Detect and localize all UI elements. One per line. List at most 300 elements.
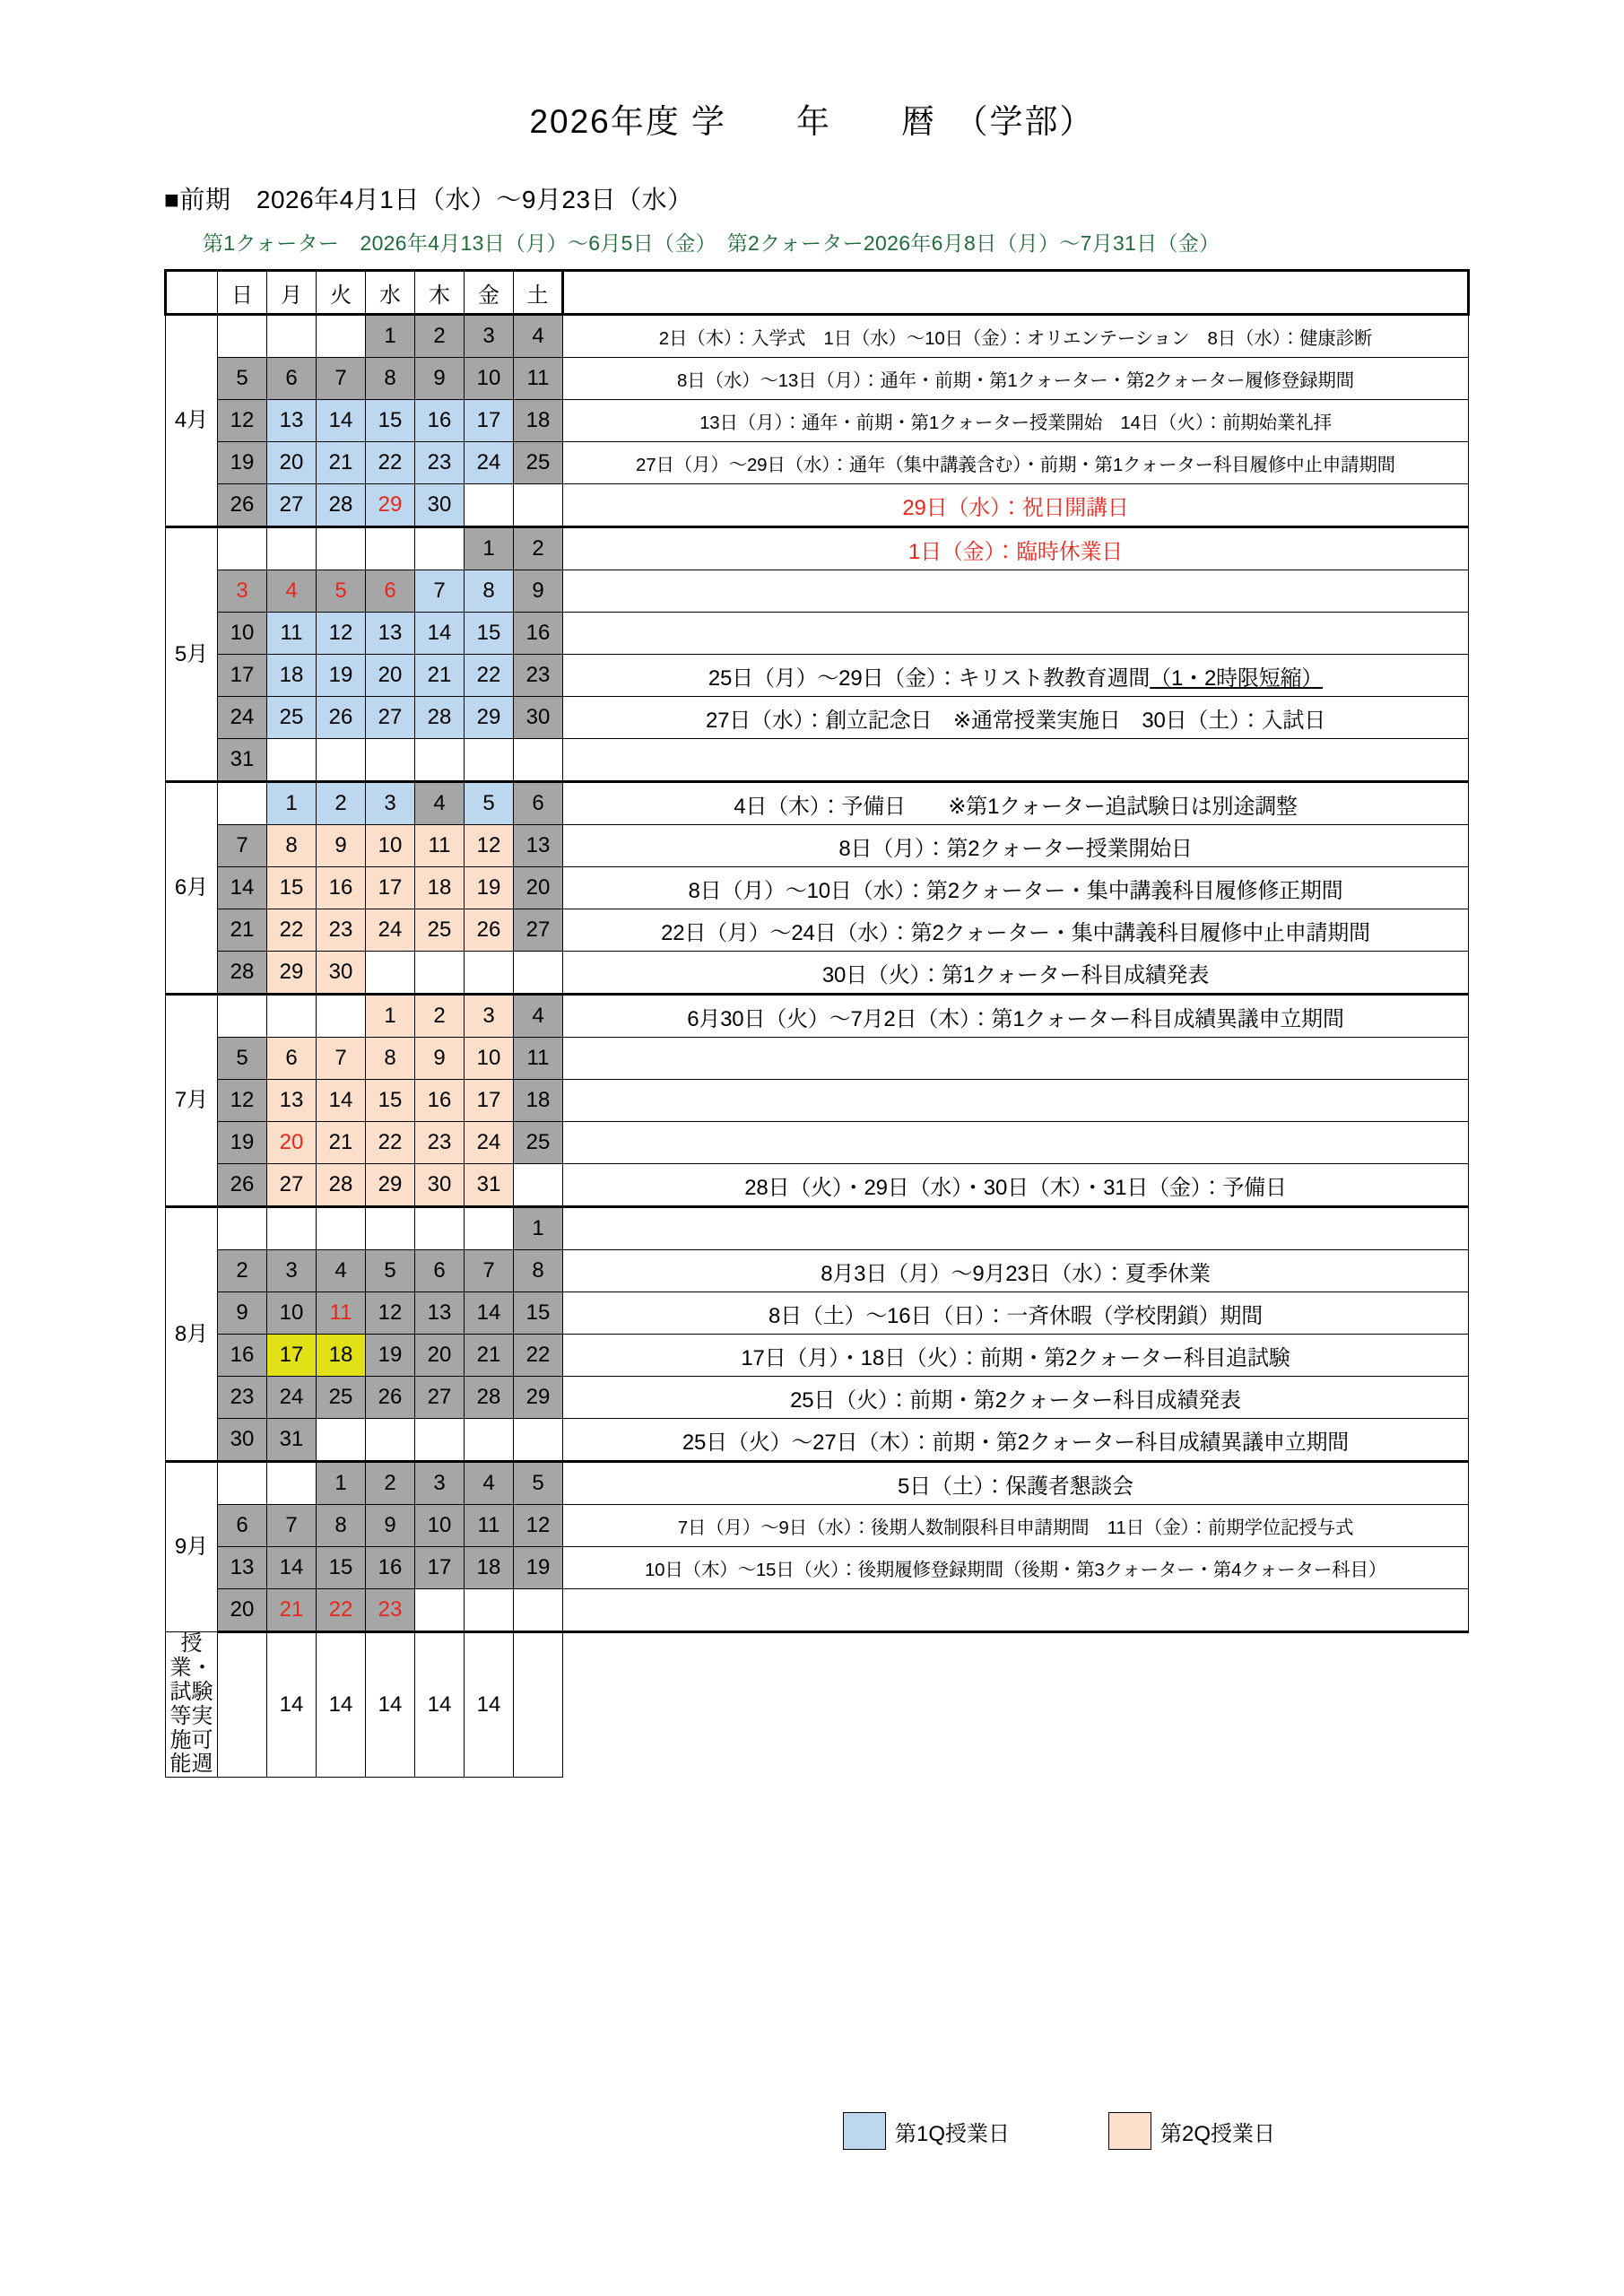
day-cell: 21 bbox=[317, 1122, 366, 1164]
day-cell: 18 bbox=[514, 1080, 563, 1122]
day-cell: 14 bbox=[465, 1292, 514, 1335]
note-cell bbox=[563, 1122, 1469, 1164]
table-row bbox=[166, 484, 1469, 527]
day-cell: 14 bbox=[415, 613, 465, 655]
day-cell: 3 bbox=[415, 1462, 465, 1505]
day-cell: 22 bbox=[366, 1122, 415, 1164]
note-cell: 4日（木）：予備日 ※第1クォーター追試験日は別途調整 bbox=[563, 782, 1469, 825]
day-cell: 17 bbox=[366, 867, 415, 909]
day-cell bbox=[317, 1419, 366, 1462]
day-cell: 20 bbox=[415, 1335, 465, 1377]
term-heading: ■前期 2026年4月1日（水）～9月23日（水） bbox=[164, 186, 693, 213]
day-cell: 15 bbox=[317, 1547, 366, 1589]
day-cell: 9 bbox=[366, 1505, 415, 1547]
day-cell: 16 bbox=[218, 1335, 267, 1377]
day-cell: 20 bbox=[218, 1589, 267, 1632]
day-cell: 24 bbox=[465, 1122, 514, 1164]
day-cell: 4 bbox=[465, 1462, 514, 1505]
day-cell: 31 bbox=[267, 1419, 317, 1462]
day-cell bbox=[514, 1589, 563, 1632]
day-cell: 1 bbox=[317, 1462, 366, 1505]
table-row bbox=[166, 1547, 1469, 1589]
day-cell bbox=[514, 1419, 563, 1462]
day-cell: 27 bbox=[366, 697, 415, 739]
day-cell bbox=[218, 782, 267, 825]
month-label-8: 8月 bbox=[166, 1207, 218, 1462]
day-cell: 1 bbox=[465, 527, 514, 570]
legend-label-q1: 第1Q授業日 bbox=[895, 2121, 1011, 2146]
table-row bbox=[166, 1292, 1469, 1335]
table-row bbox=[166, 697, 1469, 739]
day-cell bbox=[267, 315, 317, 358]
day-cell: 29 bbox=[465, 697, 514, 739]
day-cell: 15 bbox=[366, 1080, 415, 1122]
day-cell: 2 bbox=[415, 315, 465, 358]
weeks-available-blank bbox=[218, 1632, 267, 1778]
day-cell bbox=[366, 739, 415, 782]
day-cell: 15 bbox=[366, 400, 415, 442]
day-cell: 28 bbox=[317, 1164, 366, 1207]
day-cell bbox=[317, 995, 366, 1038]
day-cell bbox=[415, 1589, 465, 1632]
day-cell: 22 bbox=[366, 442, 415, 484]
day-cell: 28 bbox=[317, 484, 366, 527]
day-cell: 13 bbox=[218, 1547, 267, 1589]
day-cell: 1 bbox=[267, 782, 317, 825]
day-cell: 9 bbox=[415, 358, 465, 400]
day-cell: 19 bbox=[465, 867, 514, 909]
day-cell: 6 bbox=[267, 1038, 317, 1080]
note-cell: 13日（月）：通年・前期・第1クォーター授業開始 14日（火）：前期始業礼拝 bbox=[563, 400, 1469, 442]
day-cell: 7 bbox=[415, 570, 465, 613]
note-cell: 2日（木）：入学式 1日（水）～10日（金）：オリエンテーション 8日（水）：健康診断 bbox=[563, 315, 1469, 358]
day-cell: 23 bbox=[366, 1589, 415, 1632]
day-cell: 3 bbox=[267, 1250, 317, 1292]
day-cell: 17 bbox=[465, 1080, 514, 1122]
day-cell: 3 bbox=[366, 782, 415, 825]
day-cell: 30 bbox=[514, 697, 563, 739]
day-cell bbox=[366, 1207, 415, 1250]
note-cell bbox=[563, 1207, 1469, 1250]
day-cell: 11 bbox=[267, 613, 317, 655]
day-cell: 25 bbox=[317, 1377, 366, 1419]
table-row bbox=[166, 1419, 1469, 1462]
table-row bbox=[166, 1250, 1469, 1292]
weeks-available-label: 授業・試験等実施可能週 bbox=[166, 1632, 218, 1778]
day-cell: 25 bbox=[415, 909, 465, 952]
day-cell: 11 bbox=[514, 358, 563, 400]
day-cell bbox=[415, 527, 465, 570]
note-cell: 29日（水）：祝日開講日 bbox=[563, 484, 1469, 527]
day-cell: 10 bbox=[366, 825, 415, 867]
day-cell: 18 bbox=[465, 1547, 514, 1589]
weekday-wed: 水 bbox=[366, 271, 415, 315]
note-cell: 25日（火）～27日（木）：前期・第2クォーター科目成績異議申立期間 bbox=[563, 1419, 1469, 1462]
table-row bbox=[166, 358, 1469, 400]
day-cell: 5 bbox=[218, 1038, 267, 1080]
day-cell: 8 bbox=[366, 358, 415, 400]
month-label-4: 4月 bbox=[166, 315, 218, 527]
day-cell: 23 bbox=[415, 1122, 465, 1164]
day-cell: 12 bbox=[218, 400, 267, 442]
day-cell: 30 bbox=[415, 484, 465, 527]
day-cell: 30 bbox=[415, 1164, 465, 1207]
day-cell: 23 bbox=[514, 655, 563, 697]
day-cell: 10 bbox=[415, 1505, 465, 1547]
table-row bbox=[166, 1038, 1469, 1080]
day-cell: 1 bbox=[514, 1207, 563, 1250]
day-cell: 9 bbox=[317, 825, 366, 867]
day-cell: 26 bbox=[366, 1377, 415, 1419]
day-cell: 28 bbox=[415, 697, 465, 739]
day-cell bbox=[465, 484, 514, 527]
day-cell: 4 bbox=[514, 995, 563, 1038]
day-cell: 17 bbox=[267, 1335, 317, 1377]
note-cell: 5日（土）：保護者懇談会 bbox=[563, 1462, 1469, 1505]
day-cell: 29 bbox=[514, 1377, 563, 1419]
day-cell: 15 bbox=[514, 1292, 563, 1335]
day-cell: 17 bbox=[218, 655, 267, 697]
note-cell: 27日（月）～29日（水）：通年（集中講義含む）・前期・第1クォーター科目履修中止申請期間 bbox=[563, 442, 1469, 484]
note-cell: 6月30日（火）～7月2日（木）：第1クォーター科目成績異議申立期間 bbox=[563, 995, 1469, 1038]
note-cell: 30日（火）：第1クォーター科目成績発表 bbox=[563, 952, 1469, 995]
note-cell: 22日（月）～24日（水）：第2クォーター・集中講義科目履修中止申請期間 bbox=[563, 909, 1469, 952]
day-cell bbox=[218, 315, 267, 358]
day-cell: 12 bbox=[218, 1080, 267, 1122]
day-cell: 21 bbox=[267, 1589, 317, 1632]
day-cell bbox=[415, 1419, 465, 1462]
day-cell: 13 bbox=[415, 1292, 465, 1335]
table-row bbox=[166, 1207, 1469, 1250]
day-cell bbox=[415, 952, 465, 995]
day-cell: 20 bbox=[267, 1122, 317, 1164]
footer-spacer bbox=[514, 1632, 563, 1778]
day-cell: 19 bbox=[218, 442, 267, 484]
day-cell: 18 bbox=[514, 400, 563, 442]
corner-cell bbox=[166, 271, 218, 315]
day-cell: 9 bbox=[415, 1038, 465, 1080]
legend-label-q2: 第2Q授業日 bbox=[1160, 2121, 1276, 2146]
day-cell: 11 bbox=[415, 825, 465, 867]
table-row bbox=[166, 867, 1469, 909]
day-cell: 19 bbox=[514, 1547, 563, 1589]
table-row bbox=[166, 1505, 1469, 1547]
day-cell: 13 bbox=[514, 825, 563, 867]
day-cell: 20 bbox=[514, 867, 563, 909]
day-cell bbox=[267, 1207, 317, 1250]
table-row bbox=[166, 1080, 1469, 1122]
day-cell bbox=[415, 1207, 465, 1250]
table-row bbox=[166, 570, 1469, 613]
day-cell bbox=[514, 952, 563, 995]
day-cell: 29 bbox=[366, 484, 415, 527]
day-cell: 26 bbox=[317, 697, 366, 739]
day-cell bbox=[465, 739, 514, 782]
day-cell: 12 bbox=[514, 1505, 563, 1547]
month-label-5: 5月 bbox=[166, 527, 218, 782]
day-cell: 14 bbox=[218, 867, 267, 909]
day-cell: 31 bbox=[218, 739, 267, 782]
table-row bbox=[166, 995, 1469, 1038]
day-cell: 6 bbox=[415, 1250, 465, 1292]
day-cell: 22 bbox=[514, 1335, 563, 1377]
note-cell bbox=[563, 1080, 1469, 1122]
day-cell: 3 bbox=[465, 315, 514, 358]
table-row bbox=[166, 315, 1469, 358]
day-cell: 12 bbox=[366, 1292, 415, 1335]
day-cell: 15 bbox=[267, 867, 317, 909]
note-cell: 27日（水）：創立記念日 ※通常授業実施日 30日（土）：入試日 bbox=[563, 697, 1469, 739]
day-cell: 11 bbox=[465, 1505, 514, 1547]
day-cell: 16 bbox=[317, 867, 366, 909]
weekday-header-row bbox=[166, 271, 1469, 315]
weeks-available-row bbox=[166, 1632, 1469, 1778]
day-cell: 28 bbox=[218, 952, 267, 995]
table-row bbox=[166, 1335, 1469, 1377]
day-cell: 2 bbox=[514, 527, 563, 570]
note-cell: 10日（木）～15日（火）：後期履修登録期間（後期・第3クォーター・第4クォーター科目） bbox=[563, 1547, 1469, 1589]
day-cell bbox=[366, 952, 415, 995]
day-cell: 4 bbox=[514, 315, 563, 358]
day-cell bbox=[465, 1419, 514, 1462]
day-cell: 8 bbox=[465, 570, 514, 613]
day-cell bbox=[514, 1164, 563, 1207]
note-cell: 1日（金）：臨時休業日 bbox=[563, 527, 1469, 570]
day-cell: 7 bbox=[317, 358, 366, 400]
weekday-fri: 金 bbox=[465, 271, 514, 315]
day-cell: 17 bbox=[415, 1547, 465, 1589]
table-row bbox=[166, 782, 1469, 825]
day-cell: 6 bbox=[514, 782, 563, 825]
table-row bbox=[166, 1164, 1469, 1207]
academic-calendar-table bbox=[164, 269, 1470, 1778]
day-cell bbox=[267, 527, 317, 570]
day-cell bbox=[514, 484, 563, 527]
day-cell: 19 bbox=[366, 1335, 415, 1377]
day-cell: 24 bbox=[218, 697, 267, 739]
legend-item-q2 bbox=[1108, 2112, 1275, 2150]
day-cell bbox=[465, 952, 514, 995]
day-cell: 25 bbox=[267, 697, 317, 739]
table-row bbox=[166, 655, 1469, 697]
note-cell bbox=[563, 1038, 1469, 1080]
legend-swatch-q2-icon bbox=[1108, 2112, 1151, 2150]
day-cell: 1 bbox=[366, 995, 415, 1038]
day-cell: 4 bbox=[317, 1250, 366, 1292]
day-cell: 30 bbox=[218, 1419, 267, 1462]
day-cell: 22 bbox=[317, 1589, 366, 1632]
note-cell: 7日（月）～9日（水）：後期人数制限科目申請期間 11日（金）：前期学位記授与式 bbox=[563, 1505, 1469, 1547]
day-cell bbox=[317, 315, 366, 358]
weekday-mon: 月 bbox=[267, 271, 317, 315]
legend bbox=[843, 2112, 1275, 2150]
day-cell: 30 bbox=[317, 952, 366, 995]
legend-item-q1 bbox=[843, 2112, 1010, 2150]
day-cell: 18 bbox=[415, 867, 465, 909]
day-cell: 8 bbox=[267, 825, 317, 867]
legend-swatch-q1-icon bbox=[843, 2112, 886, 2150]
day-cell: 28 bbox=[465, 1377, 514, 1419]
day-cell bbox=[366, 1419, 415, 1462]
day-cell: 3 bbox=[218, 570, 267, 613]
day-cell: 14 bbox=[317, 400, 366, 442]
day-cell bbox=[415, 739, 465, 782]
day-cell: 25 bbox=[514, 1122, 563, 1164]
day-cell: 6 bbox=[366, 570, 415, 613]
note-cell: 8日（月）～10日（水）：第2クォーター・集中講義科目履修修正期間 bbox=[563, 867, 1469, 909]
table-row bbox=[166, 400, 1469, 442]
weekday-sat: 土 bbox=[514, 271, 563, 315]
day-cell: 23 bbox=[317, 909, 366, 952]
day-cell: 14 bbox=[267, 1547, 317, 1589]
day-cell: 13 bbox=[267, 1080, 317, 1122]
table-row bbox=[166, 613, 1469, 655]
day-cell: 12 bbox=[317, 613, 366, 655]
weeks-available-fri: 14 bbox=[465, 1632, 514, 1778]
day-cell: 11 bbox=[317, 1292, 366, 1335]
table-row bbox=[166, 739, 1469, 782]
day-cell: 8 bbox=[514, 1250, 563, 1292]
day-cell: 16 bbox=[415, 1080, 465, 1122]
day-cell: 22 bbox=[267, 909, 317, 952]
day-cell: 27 bbox=[415, 1377, 465, 1419]
day-cell: 17 bbox=[465, 400, 514, 442]
weekday-sun: 日 bbox=[218, 271, 267, 315]
day-cell: 29 bbox=[267, 952, 317, 995]
day-cell: 20 bbox=[267, 442, 317, 484]
day-cell bbox=[267, 995, 317, 1038]
quarters-line: 第1クォーター 2026年4月13日（月）～6月5日（金） 第2クォーター2026年6月8日（月）～7月31日（金） bbox=[203, 231, 1220, 255]
table-row bbox=[166, 442, 1469, 484]
day-cell: 15 bbox=[465, 613, 514, 655]
day-cell: 6 bbox=[218, 1505, 267, 1547]
weeks-available-mon: 14 bbox=[267, 1632, 317, 1778]
day-cell: 20 bbox=[366, 655, 415, 697]
day-cell: 26 bbox=[218, 1164, 267, 1207]
weeks-available-wed: 14 bbox=[366, 1632, 415, 1778]
day-cell: 12 bbox=[465, 825, 514, 867]
day-cell: 10 bbox=[465, 358, 514, 400]
month-label-7: 7月 bbox=[166, 995, 218, 1207]
day-cell: 29 bbox=[366, 1164, 415, 1207]
day-cell: 5 bbox=[317, 570, 366, 613]
day-cell: 2 bbox=[415, 995, 465, 1038]
note-cell bbox=[563, 570, 1469, 613]
day-cell: 24 bbox=[465, 442, 514, 484]
day-cell: 31 bbox=[465, 1164, 514, 1207]
day-cell: 24 bbox=[366, 909, 415, 952]
day-cell: 7 bbox=[267, 1505, 317, 1547]
day-cell: 14 bbox=[317, 1080, 366, 1122]
day-cell: 27 bbox=[267, 1164, 317, 1207]
day-cell: 23 bbox=[415, 442, 465, 484]
table-row bbox=[166, 1462, 1469, 1505]
table-row bbox=[166, 952, 1469, 995]
day-cell: 8 bbox=[317, 1505, 366, 1547]
table-row bbox=[166, 909, 1469, 952]
table-row bbox=[166, 825, 1469, 867]
day-cell: 13 bbox=[267, 400, 317, 442]
notes-header bbox=[563, 271, 1469, 315]
day-cell: 26 bbox=[218, 484, 267, 527]
day-cell: 2 bbox=[317, 782, 366, 825]
day-cell: 16 bbox=[415, 400, 465, 442]
day-cell bbox=[267, 739, 317, 782]
day-cell: 5 bbox=[218, 358, 267, 400]
day-cell: 27 bbox=[267, 484, 317, 527]
day-cell: 2 bbox=[218, 1250, 267, 1292]
day-cell: 21 bbox=[465, 1335, 514, 1377]
day-cell bbox=[465, 1589, 514, 1632]
day-cell: 10 bbox=[267, 1292, 317, 1335]
day-cell: 19 bbox=[317, 655, 366, 697]
day-cell: 9 bbox=[514, 570, 563, 613]
table-row bbox=[166, 1589, 1469, 1632]
day-cell: 4 bbox=[415, 782, 465, 825]
day-cell: 6 bbox=[267, 358, 317, 400]
note-cell: 28日（火）・29日（水）・30日（木）・31日（金）：予備日 bbox=[563, 1164, 1469, 1207]
note-text: 25日（月）～29日（金）：キリスト教教育週間（1・2時限短縮） bbox=[708, 665, 1324, 691]
day-cell: 23 bbox=[218, 1377, 267, 1419]
day-cell: 2 bbox=[366, 1462, 415, 1505]
day-cell: 10 bbox=[218, 613, 267, 655]
day-cell: 24 bbox=[267, 1377, 317, 1419]
note-cell bbox=[563, 1589, 1469, 1632]
day-cell bbox=[218, 995, 267, 1038]
page-title: 2026年度 学 年 暦 （学部） bbox=[529, 103, 1095, 140]
day-cell: 13 bbox=[366, 613, 415, 655]
day-cell: 21 bbox=[218, 909, 267, 952]
day-cell bbox=[218, 1207, 267, 1250]
day-cell: 21 bbox=[415, 655, 465, 697]
day-cell: 21 bbox=[317, 442, 366, 484]
day-cell: 26 bbox=[465, 909, 514, 952]
note-cell: 8日（水）～13日（月）：通年・前期・第1クォーター・第2クォーター履修登録期間 bbox=[563, 358, 1469, 400]
month-label-6: 6月 bbox=[166, 782, 218, 995]
day-cell: 27 bbox=[514, 909, 563, 952]
day-cell bbox=[317, 739, 366, 782]
note-cell bbox=[563, 739, 1469, 782]
day-cell: 9 bbox=[218, 1292, 267, 1335]
day-cell: 18 bbox=[267, 655, 317, 697]
table-row bbox=[166, 1377, 1469, 1419]
table-row bbox=[166, 1122, 1469, 1164]
note-cell bbox=[563, 613, 1469, 655]
day-cell: 7 bbox=[317, 1038, 366, 1080]
day-cell bbox=[317, 527, 366, 570]
weekday-tue: 火 bbox=[317, 271, 366, 315]
month-label-9: 9月 bbox=[166, 1462, 218, 1632]
table-row bbox=[166, 527, 1469, 570]
day-cell bbox=[317, 1207, 366, 1250]
day-cell: 16 bbox=[514, 613, 563, 655]
day-cell bbox=[218, 1462, 267, 1505]
note-cell: 8日（月）：第2クォーター授業開始日 bbox=[563, 825, 1469, 867]
day-cell: 5 bbox=[465, 782, 514, 825]
day-cell: 7 bbox=[218, 825, 267, 867]
day-cell bbox=[267, 1462, 317, 1505]
day-cell: 8 bbox=[366, 1038, 415, 1080]
weekday-thu: 木 bbox=[415, 271, 465, 315]
weeks-available-tue: 14 bbox=[317, 1632, 366, 1778]
day-cell: 5 bbox=[514, 1462, 563, 1505]
day-cell: 4 bbox=[267, 570, 317, 613]
day-cell: 25 bbox=[514, 442, 563, 484]
day-cell: 1 bbox=[366, 315, 415, 358]
note-cell: 25日（火）：前期・第2クォーター科目成績発表 bbox=[563, 1377, 1469, 1419]
day-cell bbox=[465, 1207, 514, 1250]
weeks-available-thu: 14 bbox=[415, 1632, 465, 1778]
